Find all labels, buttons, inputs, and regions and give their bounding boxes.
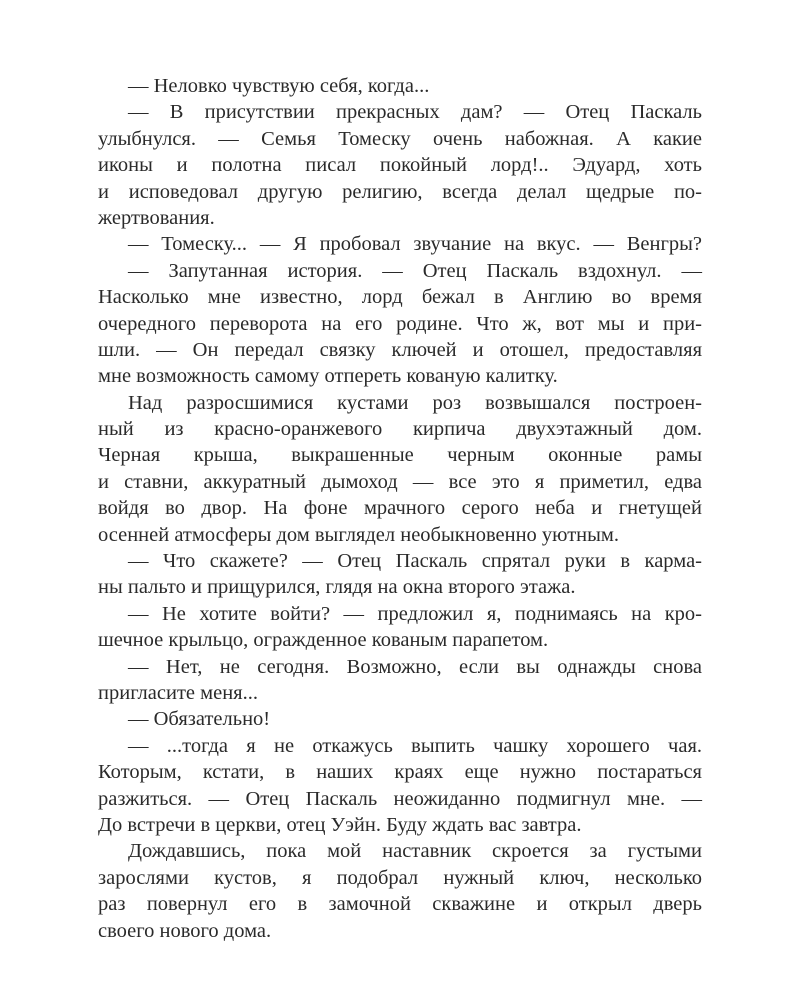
page-text (98, 73, 702, 944)
text-line: До встречи в церкви, отец Уэйн. Буду ждать вас завтра. (98, 813, 582, 836)
text-line: — Что скажете? — Отец Паскаль спрятал руки в карма- (128, 550, 702, 573)
text-line: Черная крыша, выкрашенные черным оконные рамы (98, 444, 702, 467)
text-line: Которым, кстати, в наших краях еще нужно постараться (98, 761, 702, 784)
text-line: Насколько мне известно, лорд бежал в Англию во время (98, 286, 702, 309)
text-line: — Томеску... — Я пробовал звучание на вкус. — Венгры? (128, 233, 702, 256)
text-line: разжиться. — Отец Паскаль неожиданно подмигнул мне. — (98, 787, 702, 810)
text-line: — Не хотите войти? — предложил я, поднимаясь на кро- (128, 602, 702, 625)
text-line: шечное крыльцо, огражденное кованым парапетом. (98, 629, 549, 652)
text-line: — Обязательно! (128, 708, 271, 731)
text-line: очередного переворота на его родине. Что ж, вот мы и при- (98, 312, 702, 335)
text-line: осенней атмосферы дом выглядел необыкновенно уютным. (98, 523, 620, 546)
text-line: шли. — Он передал связку ключей и отошел, предоставляя (98, 338, 702, 361)
text-line: ный из красно-оранжевого кирпича двухэтажный дом. (98, 418, 702, 441)
text-line: — Неловко чувствую себя, когда... (128, 75, 430, 97)
text-line: своего нового дома. (98, 919, 272, 942)
text-line: пригласите меня... (98, 681, 258, 704)
text-line: мне возможность самому отпереть кованую калитку. (98, 365, 558, 388)
text-line: улыбнулся. — Семья Томеску очень набожная. А какие (98, 127, 702, 150)
text-line: раз повернул его в замочной скважине и открыл дверь (98, 893, 702, 916)
text-line: и ставни, аккуратный дымоход — все это я приметил, едва (98, 470, 702, 493)
text-line: и исповедовал другую религию, всегда делал щедрые по- (98, 180, 702, 203)
text-line: — В присутствии прекрасных дам? — Отец Паскаль (128, 101, 702, 124)
text-line: — Нет, не сегодня. Возможно, если вы однажды снова (128, 655, 702, 678)
text-line: иконы и полотна писал покойный лорд!.. Эдуард, хоть (98, 154, 702, 177)
text-line: Над разросшимися кустами роз возвышался построен- (128, 391, 702, 414)
text-line: жертвования. (98, 206, 215, 229)
text-line: зарослями кустов, я подобрал нужный ключ, несколько (98, 866, 702, 889)
text-line: Дождавшись, пока мой наставник скроется за густыми (128, 840, 702, 863)
text-line: войдя во двор. На фоне мрачного серого неба и гнетущей (98, 497, 702, 520)
text-line: — Запутанная история. — Отец Паскаль вздохнул. — (128, 259, 702, 282)
text-line: — ...тогда я не откажусь выпить чашку хорошего чая. (128, 734, 702, 757)
text-line: ны пальто и прищурился, глядя на окна второго этажа. (98, 576, 576, 599)
